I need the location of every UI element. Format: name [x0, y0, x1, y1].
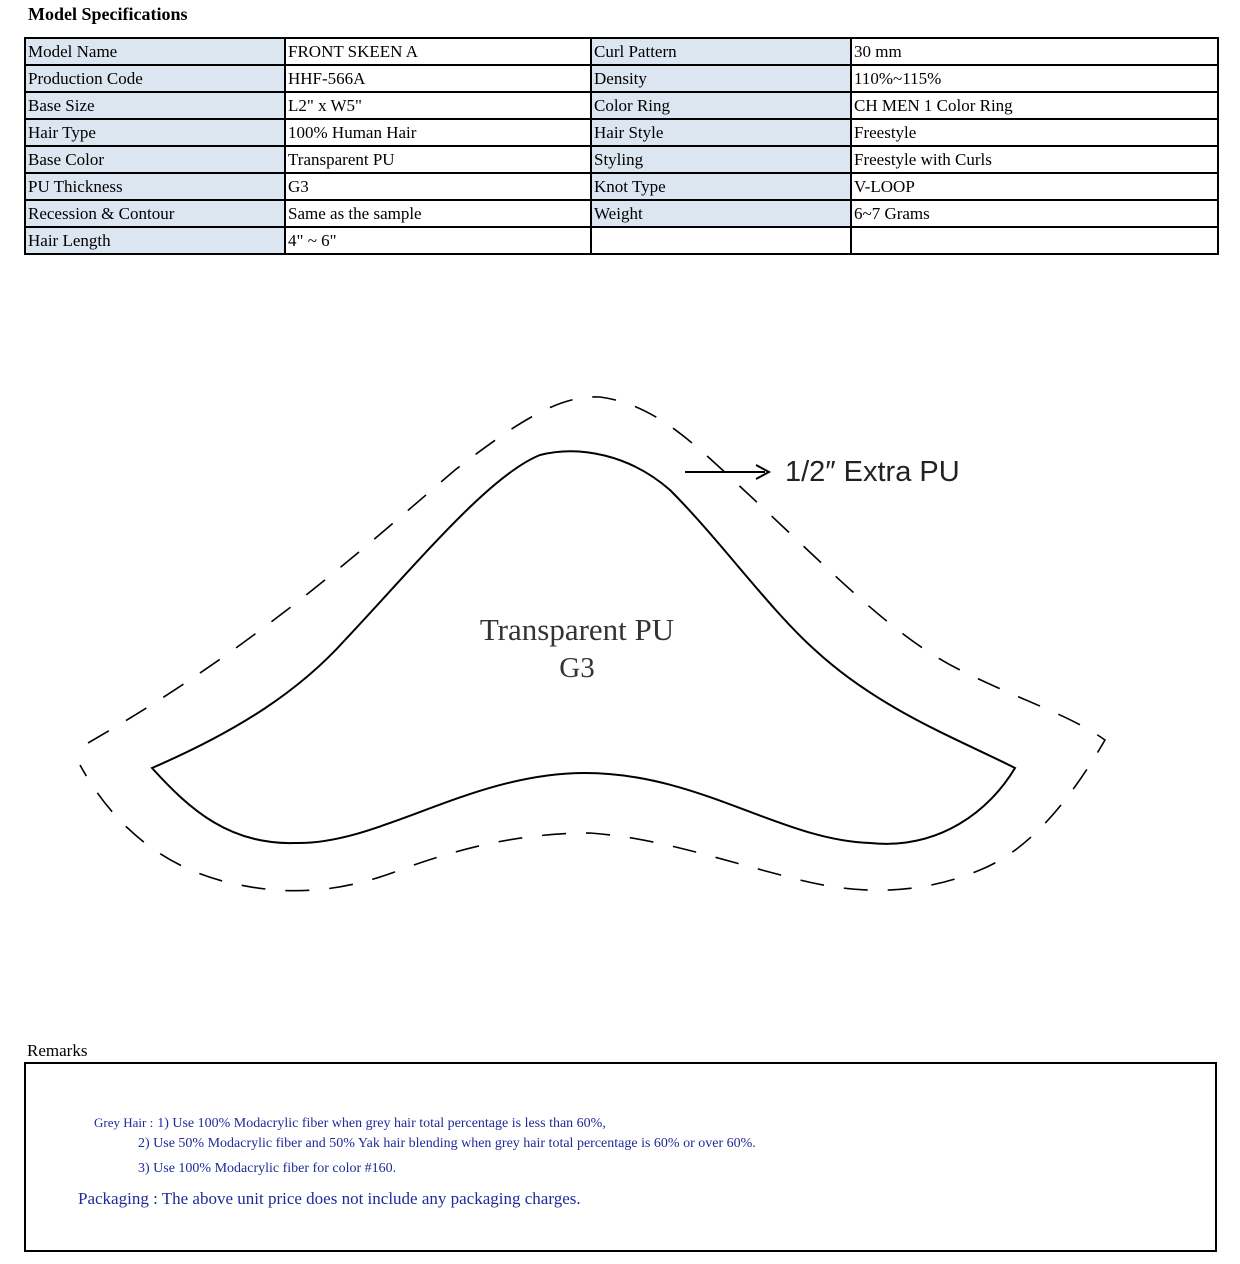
spec-label: Weight: [591, 200, 851, 227]
spec-value: Freestyle: [851, 119, 1218, 146]
spec-value: CH MEN 1 Color Ring: [851, 92, 1218, 119]
spec-value: G3: [285, 173, 591, 200]
spec-label: Color Ring: [591, 92, 851, 119]
spec-label: Hair Length: [25, 227, 285, 254]
spec-label: Model Name: [25, 38, 285, 65]
remarks-box: [24, 1062, 1217, 1252]
remarks-label: Remarks: [27, 1041, 88, 1060]
spec-label: Recession & Contour: [25, 200, 285, 227]
spec-label: Knot Type: [591, 173, 851, 200]
spec-label: Hair Style: [591, 119, 851, 146]
spec-value: L2" x W5": [285, 92, 591, 119]
remark-text: 1) Use 100% Modacrylic fiber when grey hair total percentage is less than 60%,: [157, 1116, 606, 1131]
spec-label: Styling: [591, 146, 851, 173]
spec-value: Freestyle with Curls: [851, 146, 1218, 173]
spec-label: Hair Type: [25, 119, 285, 146]
spec-label: Base Color: [25, 146, 285, 173]
pu-thickness-label: G3: [559, 652, 595, 684]
remark-line-1: [94, 1115, 606, 1132]
remark-line-3: 3) Use 100% Modacrylic fiber for color #160.: [138, 1161, 397, 1176]
base-material-label: Transparent PU: [479, 612, 675, 647]
extra-pu-label: 1/2″ Extra PU: [785, 456, 960, 488]
grey-hair-label: Grey Hair :: [94, 1115, 154, 1130]
spec-value: Same as the sample: [285, 200, 591, 227]
packaging-note: Packaging : The above unit price does not include any packaging charges.: [78, 1189, 581, 1208]
remark-line-2: 2) Use 50% Modacrylic fiber and 50% Yak hair blending when grey hair total percentage is 60% or over 60%.: [138, 1136, 756, 1151]
spec-value: 30 mm: [851, 38, 1218, 65]
spec-value: Transparent PU: [285, 146, 591, 173]
spec-label: Density: [591, 65, 851, 92]
spec-label: Base Size: [25, 92, 285, 119]
spec-value: 100% Human Hair: [285, 119, 591, 146]
spec-label: Production Code: [25, 65, 285, 92]
page-title: Model Specifications: [28, 4, 188, 24]
spec-value: 110%~115%: [851, 65, 1218, 92]
spec-label: PU Thickness: [25, 173, 285, 200]
spec-value: 6~7 Grams: [851, 200, 1218, 227]
spec-value: HHF-566A: [285, 65, 591, 92]
spec-value: 4" ~ 6": [285, 227, 591, 254]
spec-label: Curl Pattern: [591, 38, 851, 65]
spec-value: V-LOOP: [851, 173, 1218, 200]
spec-value: FRONT SKEEN A: [285, 38, 591, 65]
base-outline: [152, 451, 1015, 843]
